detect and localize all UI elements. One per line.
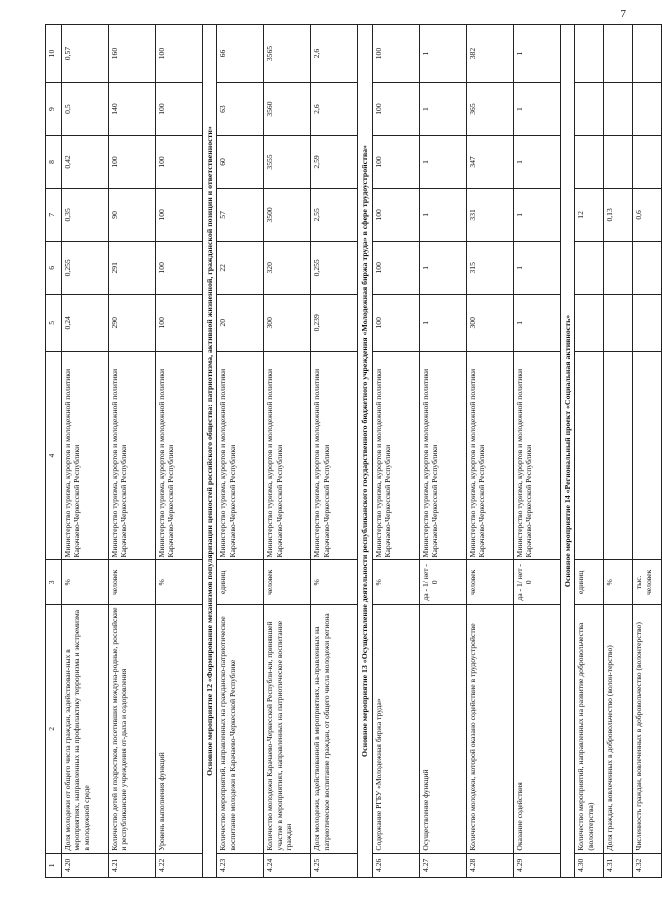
table-cell: 57: [217, 188, 264, 241]
table-cell: [575, 351, 604, 560]
table-cell: 0,42: [62, 136, 109, 189]
table-row: [633, 25, 662, 878]
table-cell: 0,13: [604, 188, 633, 241]
table-cell: 1: [419, 83, 466, 136]
table-cell: 1: [513, 188, 560, 241]
table-cell: 0,6: [633, 188, 662, 241]
indicators-table: [45, 24, 662, 878]
table-cell: %: [604, 560, 633, 605]
table-cell: 0,239: [311, 294, 358, 351]
table-cell: 4.23: [217, 853, 264, 877]
table-cell: 100: [372, 294, 419, 351]
table-cell: 0,255: [311, 241, 358, 294]
table-cell: 100: [156, 83, 203, 136]
table-cell: 0,24: [62, 294, 109, 351]
table-cell: 2,6: [311, 25, 358, 83]
table-cell: 4.26: [372, 853, 419, 877]
table-cell: 320: [264, 241, 311, 294]
table-cell: 3555: [264, 136, 311, 189]
table-cell: 4.29: [513, 853, 560, 877]
table-cell: [575, 83, 604, 136]
section-heading-row: [358, 25, 372, 878]
table-cell: [633, 83, 662, 136]
table-cell: [633, 351, 662, 560]
table-cell: 100: [156, 188, 203, 241]
table-cell: 4.27: [419, 853, 466, 877]
table-row: [604, 25, 633, 878]
table-row: [264, 25, 311, 878]
table-cell: да - 1/ нет - 0: [513, 560, 560, 605]
table-cell: %: [156, 560, 203, 605]
table-cell: Уровень выполнения функций: [156, 605, 203, 853]
table-cell: 365: [466, 83, 513, 136]
table-cell: 2,55: [311, 188, 358, 241]
table-cell: [604, 241, 633, 294]
table-cell: Количество мероприятий, направленных на развитие добровольчества (волонтерства): [575, 605, 604, 853]
table-cell: человек: [264, 560, 311, 605]
table-cell: 1: [419, 136, 466, 189]
table-cell: Министерство туризма, курортов и молодежной политики Карачаево-Черкесской Республики: [311, 351, 358, 560]
table-cell: Министерство туризма, курортов и молодежной политики Карачаево-Черкесской Республики: [466, 351, 513, 560]
table-cell: 300: [466, 294, 513, 351]
table-row: [466, 25, 513, 878]
table-cell: 1: [513, 241, 560, 294]
table-wrapper: [45, 24, 653, 878]
table-cell: 4.30: [575, 853, 604, 877]
table-cell: [633, 25, 662, 83]
table-cell: 12: [575, 188, 604, 241]
table-cell: %: [372, 560, 419, 605]
table-cell: [633, 136, 662, 189]
table-cell: 382: [466, 25, 513, 83]
table-cell: Содержание РГБУ «Молодежная биржа труда»: [372, 605, 419, 853]
table-cell: [575, 25, 604, 83]
header-cell: 9: [46, 83, 62, 136]
table-cell: 22: [217, 241, 264, 294]
table-cell: 100: [372, 188, 419, 241]
table-row: [311, 25, 358, 878]
table-cell: [604, 294, 633, 351]
section-heading: Основное мероприятие 14 «Региональный проект «Социальная активность»: [560, 25, 574, 878]
table-cell: 1: [419, 188, 466, 241]
table-cell: 100: [372, 25, 419, 83]
header-cell: 7: [46, 188, 62, 241]
table-cell: 4.32: [633, 853, 662, 877]
table-cell: Министерство туризма, курортов и молодежной политики Карачаево-Черкесской Республики: [156, 351, 203, 560]
section-heading: Основное мероприятие 13 «Осуществление деятельности республиканского государственного бюджетного учреждения «Молодежная биржа труда» в сфере трудоустройства»: [358, 25, 372, 878]
table-cell: 140: [109, 83, 156, 136]
table-row: [62, 25, 109, 878]
table-cell: 1: [513, 136, 560, 189]
table-cell: Министерство туризма, курортов и молодежной политики Карачаево-Черкесской Республики: [264, 351, 311, 560]
table-cell: 100: [156, 25, 203, 83]
table-cell: [633, 241, 662, 294]
table-cell: 100: [372, 83, 419, 136]
table-row: [217, 25, 264, 878]
header-cell: 5: [46, 294, 62, 351]
table-cell: 1: [419, 294, 466, 351]
table-cell: 1: [419, 25, 466, 83]
table-cell: 1: [513, 25, 560, 83]
table-cell: 0,57: [62, 25, 109, 83]
table-cell: Доля молодежи, задействованной в мероприятиях, на-правленных на патриотическое воспитание граждан, от общего числа молодежи региона: [311, 605, 358, 853]
section-heading-row: [203, 25, 217, 878]
header-cell: 8: [46, 136, 62, 189]
table-cell: Количество детей и подростков, посетивших междуна-родные, российские и республиканские учреждения от-дыха и оздоровления: [109, 605, 156, 853]
table-cell: 3500: [264, 188, 311, 241]
table-cell: 4.20: [62, 853, 109, 877]
table-cell: 100: [156, 294, 203, 351]
table-cell: [575, 136, 604, 189]
table-cell: 1: [419, 241, 466, 294]
table-cell: Министерство туризма, курортов и молодежной политики Карачаево-Черкесской Республики: [217, 351, 264, 560]
table-cell: 0,35: [62, 188, 109, 241]
table-cell: 0,5: [62, 83, 109, 136]
table-cell: 3560: [264, 83, 311, 136]
table-cell: Осуществление функций: [419, 605, 466, 853]
table-cell: [604, 136, 633, 189]
table-cell: 100: [372, 241, 419, 294]
table-cell: Количество молодежи Карачаево-Черкесской Республи-ки, принявшей участие в мероприятиях, направленных на патриотическое воспитание граждан: [264, 605, 311, 853]
header-cell: 2: [46, 605, 62, 853]
table-cell: 160: [109, 25, 156, 83]
table-cell: 63: [217, 83, 264, 136]
table-cell: 100: [109, 136, 156, 189]
table-cell: %: [62, 560, 109, 605]
table-cell: Доля граждан, вовлеченных в добровольчество (волон-терство): [604, 605, 633, 853]
table-cell: 66: [217, 25, 264, 83]
table-cell: 100: [156, 136, 203, 189]
table-row: [419, 25, 466, 878]
table-cell: 4.28: [466, 853, 513, 877]
header-cell: 10: [46, 25, 62, 83]
table-cell: 100: [156, 241, 203, 294]
table-cell: 4.22: [156, 853, 203, 877]
header-cell: 3: [46, 560, 62, 605]
table-row: [156, 25, 203, 878]
table-row: [109, 25, 156, 878]
table-cell: 290: [109, 294, 156, 351]
page-number: 7: [620, 8, 626, 20]
table-cell: человек: [466, 560, 513, 605]
table-cell: 4.24: [264, 853, 311, 877]
table-cell: 331: [466, 188, 513, 241]
table-cell: 4.21: [109, 853, 156, 877]
table-cell: Количество мероприятий, направленных на гражданско-патриотическое воспитание молодежи в Карачаево-Черкесской Республике: [217, 605, 264, 853]
table-cell: 347: [466, 136, 513, 189]
table-cell: 2,59: [311, 136, 358, 189]
header-cell: 6: [46, 241, 62, 294]
table-cell: Министерство туризма, курортов и молодежной политики Карачаево-Черкесской Республики: [372, 351, 419, 560]
header-cell: 4: [46, 351, 62, 560]
table-cell: Министерство туризма, курортов и молодежной политики Карачаево-Черкесской Республики: [513, 351, 560, 560]
table-cell: 4.31: [604, 853, 633, 877]
section-heading: Основное мероприятие 12 «Формирование механизмов популяризации ценностей российского общества: патриотизма, активной жизненной, гражданской позиции и ответственности»: [203, 25, 217, 878]
header-row: [46, 25, 62, 878]
table-cell: [604, 83, 633, 136]
table-cell: 60: [217, 136, 264, 189]
table-cell: [633, 294, 662, 351]
table-cell: Министерство туризма, курортов и молодежной политики Карачаево-Черкесской Республики: [419, 351, 466, 560]
table-cell: Оказание содействия: [513, 605, 560, 853]
table-cell: 90: [109, 188, 156, 241]
table-cell: [604, 25, 633, 83]
table-cell: 315: [466, 241, 513, 294]
table-row: [575, 25, 604, 878]
table-cell: [575, 241, 604, 294]
table-cell: Министерство туризма, курортов и молодежной политики Карачаево-Черкесской Республики: [62, 351, 109, 560]
table-row: [513, 25, 560, 878]
table-cell: 2,6: [311, 83, 358, 136]
table-row: [372, 25, 419, 878]
table-cell: 300: [264, 294, 311, 351]
table-cell: 291: [109, 241, 156, 294]
table-cell: человек: [109, 560, 156, 605]
table-cell: 1: [513, 83, 560, 136]
table-cell: Численность граждан, вовлеченных в добровольчество (волонтерство): [633, 605, 662, 853]
table-cell: 4.25: [311, 853, 358, 877]
table-cell: Министерство туризма, курортов и молодежной политики Карачаево-Черкесской Республики: [109, 351, 156, 560]
table-cell: да - 1/ нет - 0: [419, 560, 466, 605]
table-cell: [604, 351, 633, 560]
table-cell: Доля молодежи от общего числа граждан, задействован-ных в мероприятиях, направленных на профилактику терроризма и экстремизма в молодежной среде: [62, 605, 109, 853]
table-cell: 1: [513, 294, 560, 351]
table-cell: [575, 294, 604, 351]
section-heading-row: [560, 25, 574, 878]
table-cell: тыс. человек: [633, 560, 662, 605]
table-cell: %: [311, 560, 358, 605]
table-cell: 3565: [264, 25, 311, 83]
header-cell: 1: [46, 853, 62, 877]
table-cell: 0,255: [62, 241, 109, 294]
table-cell: 20: [217, 294, 264, 351]
table-cell: единиц: [217, 560, 264, 605]
table-cell: 100: [372, 136, 419, 189]
table-cell: Количество молодежи, которой оказано содействие в трудоустройстве: [466, 605, 513, 853]
table-cell: единиц: [575, 560, 604, 605]
